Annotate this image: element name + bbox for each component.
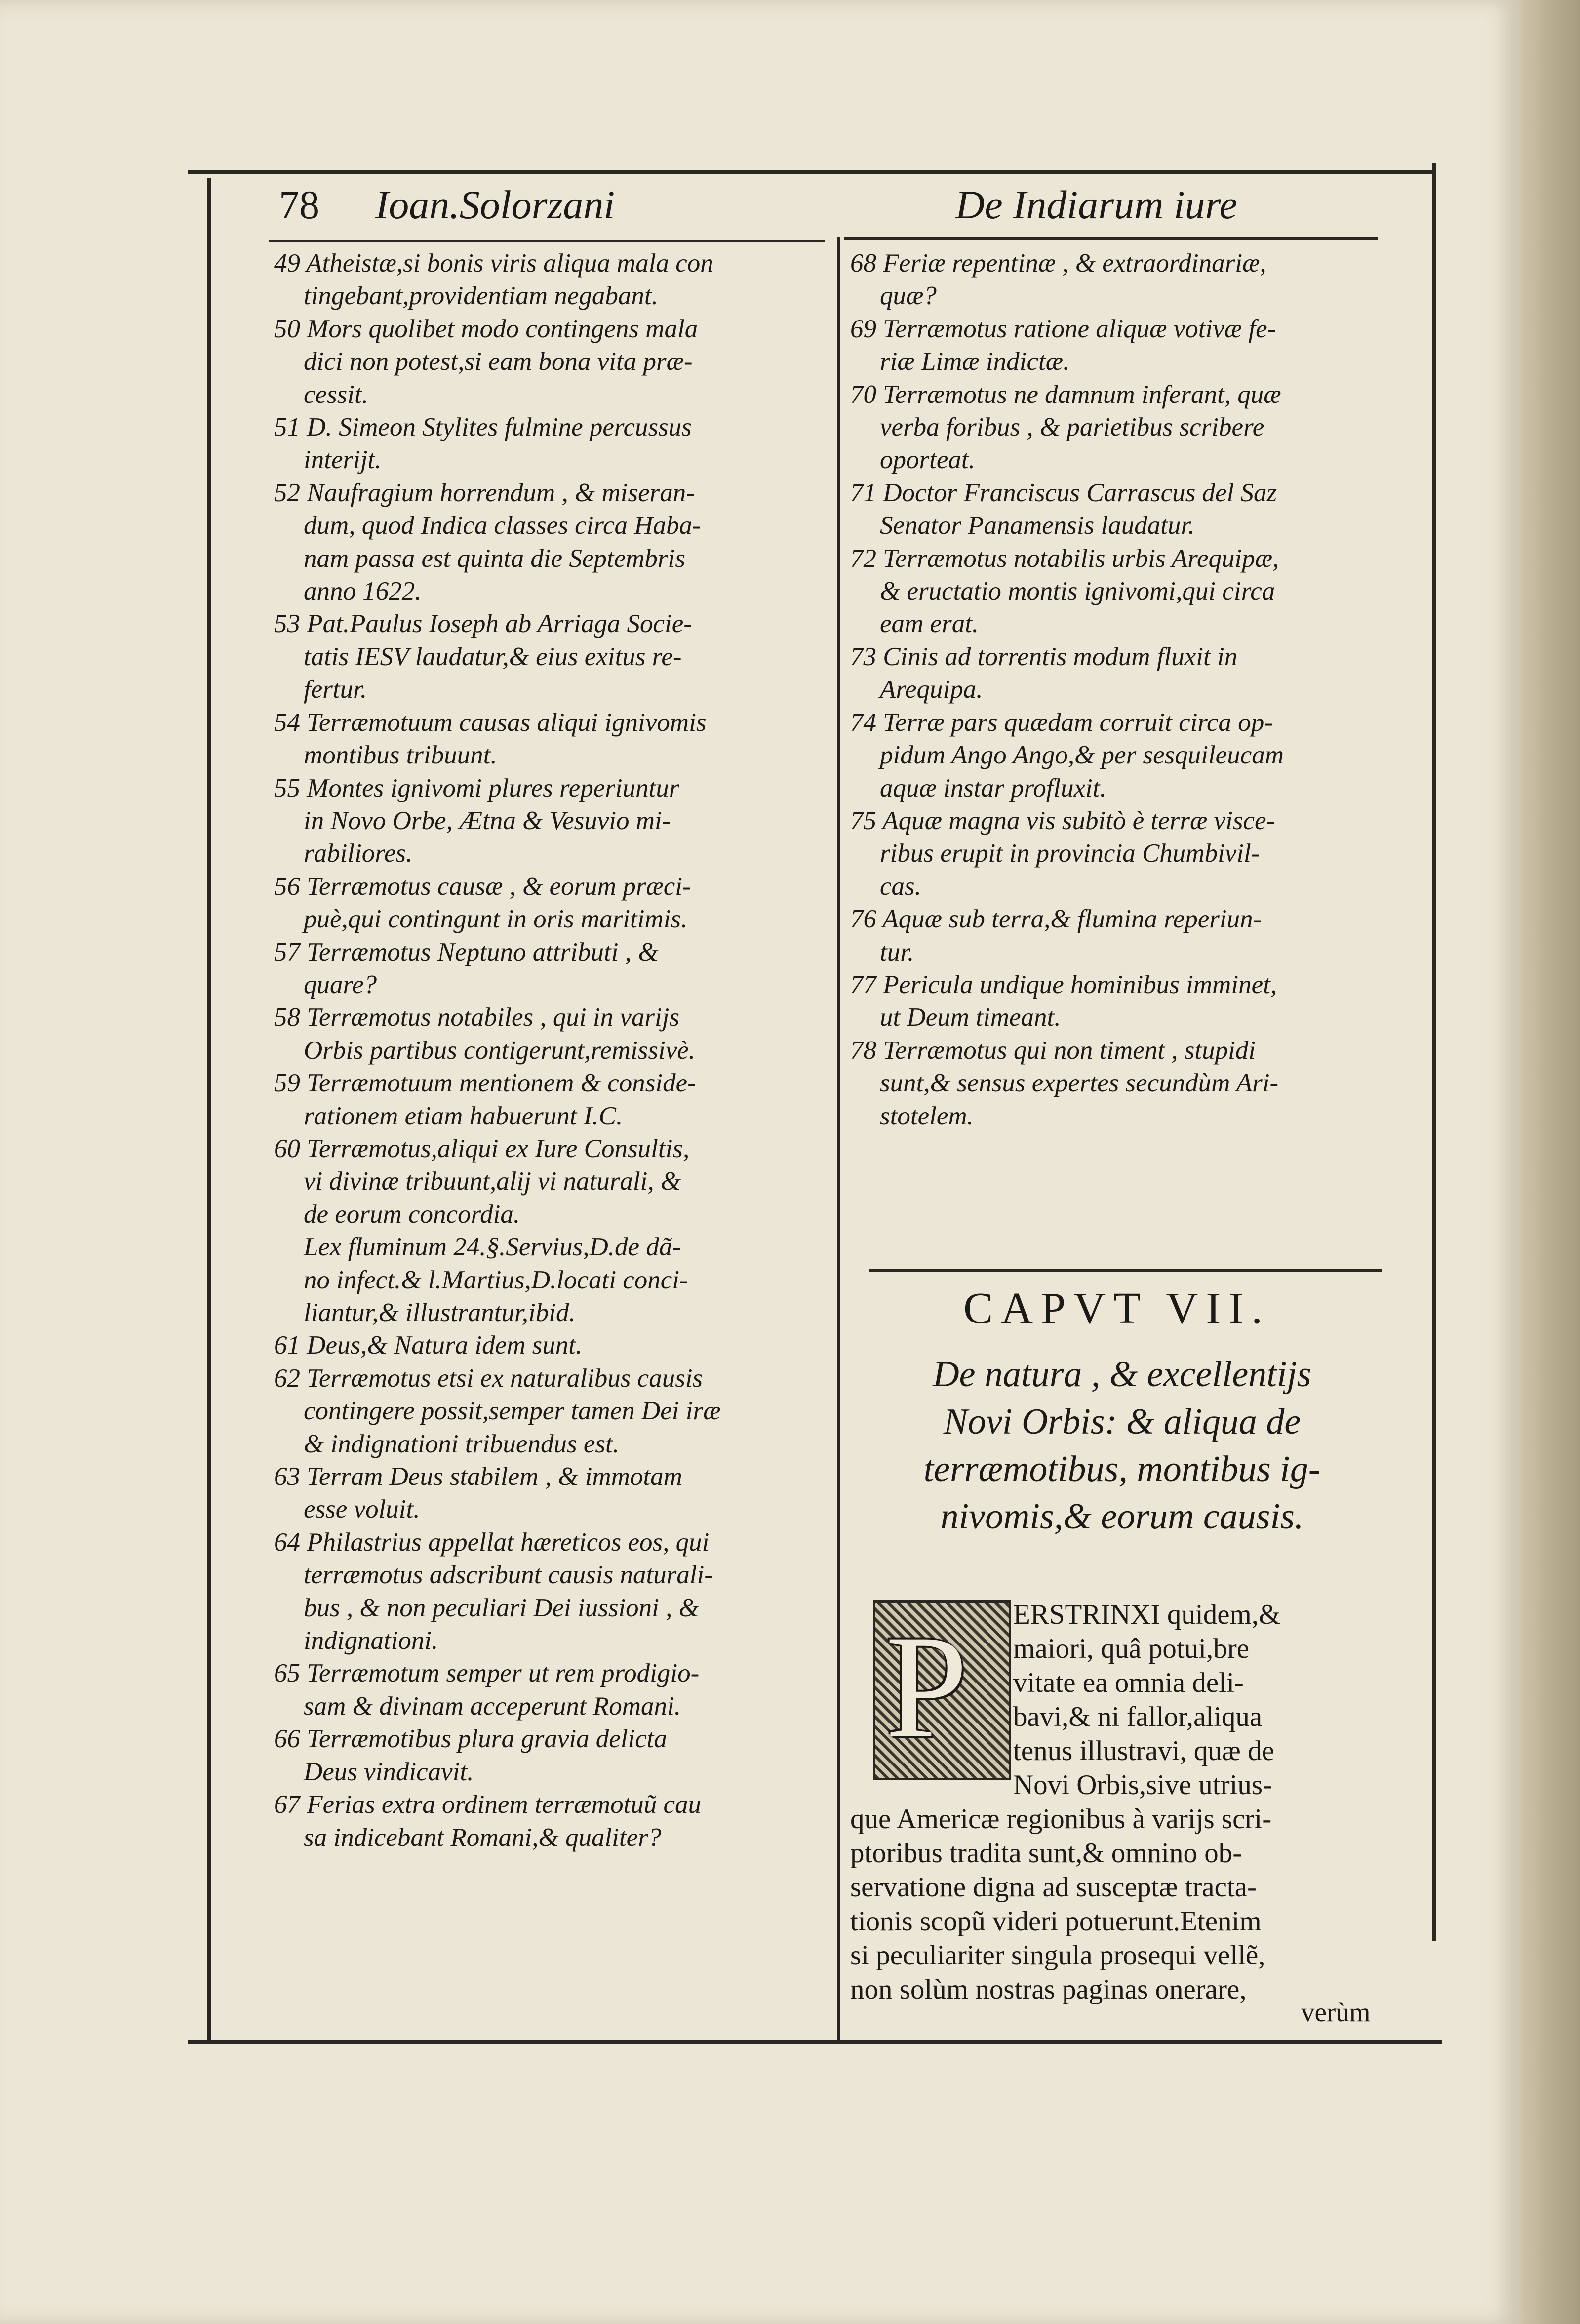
summary-entry xyxy=(274,1460,827,1526)
entry-number: 60 xyxy=(274,1134,300,1163)
summary-entry xyxy=(850,641,1376,706)
entry-line: sa indicebant Romani,& qualiter? xyxy=(304,1823,662,1852)
subtitle-line: De natura , & excellentijs xyxy=(933,1354,1311,1395)
summary-entry xyxy=(850,313,1376,378)
summary-entry xyxy=(274,870,827,936)
entry-line: tingebant,providentiam negabant. xyxy=(304,281,658,311)
right-frame-rule xyxy=(1432,163,1436,1941)
summary-entry xyxy=(274,1362,827,1460)
entry-line: Terræmotus,aliqui ex Iure Consultis, xyxy=(307,1134,690,1163)
entry-number: 64 xyxy=(274,1527,300,1557)
entry-line: pidum Ango Ango,& per sesquileucam xyxy=(880,741,1284,770)
body-line: que Americæ regionibus à varijs scri- xyxy=(850,1803,1272,1835)
entry-line: no infect.& l.Martius,D.locati conci- xyxy=(304,1265,688,1294)
entry-line: Terræmotibus plura gravia delicta xyxy=(307,1724,668,1754)
summary-entry xyxy=(850,903,1376,968)
entry-line: sam & divinam acceperunt Romani. xyxy=(304,1691,681,1721)
entry-line: aquæ instar profluxit. xyxy=(880,773,1106,802)
entry-number: 78 xyxy=(850,1036,876,1065)
entry-line: Montes ignivomi plures reperiuntur xyxy=(307,773,679,802)
entry-line: Terræmotus notabiles , qui in varijs xyxy=(307,1003,680,1032)
entry-line: Arequipa. xyxy=(880,675,983,704)
summary-entry xyxy=(850,247,1376,313)
summary-list-left xyxy=(274,247,827,1854)
summary-entry xyxy=(850,1034,1376,1132)
summary-entry xyxy=(274,411,827,477)
entry-number: 49 xyxy=(274,249,300,278)
entry-line: eam erat. xyxy=(880,609,979,639)
entry-line: dici non potest,si eam bona vita præ- xyxy=(304,347,693,376)
entry-line: Ferias extra ordinem terræmotuũ cau xyxy=(307,1790,702,1819)
summary-entry xyxy=(274,1067,827,1132)
entry-line: Terræmotum semper ut rem prodigio- xyxy=(307,1659,700,1688)
body-line: ptoribus tradita sunt,& omnino ob- xyxy=(850,1838,1242,1869)
summary-entry xyxy=(274,1788,827,1854)
running-head-title: De Indiarum iure xyxy=(955,182,1237,227)
entry-line: oporteat. xyxy=(880,445,975,475)
entry-line: in Novo Orbe, Ætna & Vesuvio mi- xyxy=(304,806,671,835)
chapter-heading: CAPVT VII. xyxy=(963,1284,1270,1333)
entry-line: Lex fluminum 24.§.Servius,D.de dã- xyxy=(304,1233,681,1262)
summary-entry xyxy=(274,1231,827,1329)
summary-list-right xyxy=(850,247,1376,1132)
entry-line: Terræmotus notabilis urbis Arequipæ, xyxy=(883,544,1279,573)
entry-number: 61 xyxy=(274,1331,300,1360)
entry-number: 54 xyxy=(274,708,300,737)
entry-line: Pericula undique hominibus imminet, xyxy=(883,970,1277,999)
entry-line: de eorum concordia. xyxy=(304,1200,520,1229)
entry-line: stotelem. xyxy=(880,1101,974,1130)
entry-line: liantur,& illustrantur,ibid. xyxy=(304,1298,576,1327)
summary-entry xyxy=(850,542,1376,641)
top-rule xyxy=(188,170,1432,174)
entry-line: indignationi. xyxy=(304,1626,438,1655)
body-line: tionis scopũ videri potuerunt.Etenim xyxy=(850,1906,1262,1937)
summary-entry xyxy=(274,1657,827,1723)
entry-line: vi divinæ tribuunt,alij vi naturali, & xyxy=(304,1167,681,1196)
summary-entry xyxy=(274,607,827,706)
body-line: servatione digna ad susceptæ tracta- xyxy=(850,1872,1257,1903)
body-line: tenus illustravi, quæ de xyxy=(1013,1735,1274,1766)
entry-line: Terræmotus ratione aliquæ votivæ fe- xyxy=(883,314,1276,343)
entry-line: quæ? xyxy=(880,281,937,311)
entry-line: Terram Deus stabilem , & immotam xyxy=(307,1462,682,1491)
entry-number: 53 xyxy=(274,609,300,639)
entry-line: Cinis ad torrentis modum fluxit in xyxy=(883,642,1238,671)
summary-entry xyxy=(274,313,827,411)
entry-line: verba foribus , & parietibus scribere xyxy=(880,413,1264,442)
entry-number: 57 xyxy=(274,937,300,966)
entry-number: 50 xyxy=(274,314,300,343)
summary-entry xyxy=(850,477,1376,542)
body-line: bavi,& ni fallor,aliqua xyxy=(1013,1701,1263,1732)
summary-entry xyxy=(274,477,827,608)
entry-number: 76 xyxy=(850,905,876,934)
summary-entry xyxy=(274,772,827,870)
running-head-author: Ioan.Solorzani xyxy=(375,182,615,227)
entry-line: Aquæ magna vis subitò è terræ visce- xyxy=(882,806,1275,835)
entry-line: & indignationi tribuendus est. xyxy=(304,1429,619,1458)
entry-line: D. Simeon Stylites fulmine percussus xyxy=(307,413,692,442)
entry-line: Senator Panamensis laudatur. xyxy=(880,511,1195,540)
summary-entry xyxy=(274,1132,827,1231)
facing-page-edge xyxy=(1521,0,1580,2324)
summary-entry xyxy=(850,378,1376,477)
entry-line: Terræmotus Neptuno attributi , & xyxy=(307,937,659,966)
entry-number: 65 xyxy=(274,1659,300,1688)
entry-number: 58 xyxy=(274,1003,300,1032)
entry-line: Orbis partibus contigerunt,remissivè. xyxy=(304,1036,696,1065)
entry-line: Feriæ repentinæ , & extraordinariæ, xyxy=(883,249,1266,278)
entry-line: Pat.Paulus Ioseph ab Arriaga Socie- xyxy=(307,609,692,639)
entry-number: 62 xyxy=(274,1363,300,1393)
entry-line: Aquæ sub terra,& flumina reperiun- xyxy=(882,905,1262,934)
entry-line: quare? xyxy=(304,970,377,999)
entry-line: rationem etiam habuerunt I.C. xyxy=(304,1101,623,1130)
subtitle-line: Novi Orbis: & aliqua de xyxy=(943,1402,1301,1442)
catchword: verùm xyxy=(1301,1997,1371,2027)
body-line: maiori, quâ potui,bre xyxy=(1013,1633,1250,1664)
entry-number: 66 xyxy=(274,1724,300,1754)
entry-line: ribus erupit in provincia Chumbivil- xyxy=(880,839,1260,868)
entry-line: Terræmotus ne damnum inferant, quæ xyxy=(883,380,1281,409)
entry-line: Terræmotuum causas aliqui ignivomis xyxy=(307,708,707,737)
entry-number: 59 xyxy=(274,1069,300,1098)
entry-line: Terræmotus etsi ex naturalibus causis xyxy=(307,1363,703,1393)
entry-line: Mors quolibet modo contingens mala xyxy=(307,314,698,343)
entry-line: Terræmotuum mentionem & conside- xyxy=(307,1069,696,1098)
entry-number: 70 xyxy=(850,380,876,409)
bottom-rule xyxy=(188,2040,1442,2044)
entry-line: cessit. xyxy=(304,380,368,409)
entry-line: terræmotus adscribunt causis naturali- xyxy=(304,1561,713,1590)
chapter-subtitle xyxy=(859,1351,1385,1540)
entry-line: anno 1622. xyxy=(304,577,422,606)
entry-line: sunt,& sensus expertes secundùm Ari- xyxy=(880,1069,1279,1098)
summary-entry xyxy=(274,1526,827,1657)
summary-entry xyxy=(850,706,1376,804)
entry-line: Terræmotus qui non timent , stupidi xyxy=(883,1036,1256,1065)
summary-entry xyxy=(274,1001,827,1067)
entry-line: fertur. xyxy=(304,675,367,704)
entry-line: rabiliores. xyxy=(304,839,413,868)
entry-line: interijt. xyxy=(304,445,382,475)
entry-number: 51 xyxy=(274,413,300,442)
summary-entry xyxy=(850,968,1376,1034)
entry-line: Terræ pars quædam corruit circa op- xyxy=(883,708,1273,737)
body-line: si peculiariter singula prosequi vellẽ, xyxy=(850,1940,1265,1971)
entry-number: 55 xyxy=(274,773,300,802)
entry-line: cas. xyxy=(880,872,921,901)
entry-line: Doctor Franciscus Carrascus del Saz xyxy=(883,478,1277,507)
left-frame-rule xyxy=(207,178,211,2040)
entry-number: 56 xyxy=(274,872,300,901)
entry-number: 68 xyxy=(850,249,876,278)
body-line: Novi Orbis,sive utrius- xyxy=(1013,1769,1272,1801)
entry-line: Naufragium horrendum , & miseran- xyxy=(307,478,695,507)
entry-number: 74 xyxy=(850,708,876,737)
chapter-body xyxy=(850,1598,1388,2006)
summary-entry xyxy=(850,804,1376,903)
entry-line: Deus,& Natura idem sunt. xyxy=(307,1331,583,1360)
summary-entry xyxy=(274,1723,827,1788)
entry-line: puè,qui contingunt in oris maritimis. xyxy=(304,905,688,934)
entry-number: 75 xyxy=(850,806,876,835)
page-number: 78 xyxy=(279,182,319,227)
entry-line: contingere possit,semper tamen Dei iræ xyxy=(304,1397,721,1426)
entry-line: tur. xyxy=(880,937,914,966)
entry-line: esse voluit. xyxy=(304,1495,420,1524)
summary-entry xyxy=(274,247,827,313)
entry-number: 52 xyxy=(274,478,300,507)
entry-number: 63 xyxy=(274,1462,300,1491)
summary-entry xyxy=(274,1329,827,1362)
entry-line: montibus tribuunt. xyxy=(304,741,497,770)
column-divider xyxy=(837,237,840,2044)
entry-line: & eructatio montis ignivomi,qui circa xyxy=(880,577,1275,606)
entry-line: Terræmotus causæ , & eorum præci- xyxy=(307,872,691,901)
entry-number: 72 xyxy=(850,544,876,573)
entry-number: 71 xyxy=(850,478,876,507)
entry-line: Atheistæ,si bonis viris aliqua mala con xyxy=(306,249,713,278)
entry-number: 69 xyxy=(850,314,876,343)
body-line: non solùm nostras paginas onerare, xyxy=(850,1974,1247,2005)
right-column-top-rule xyxy=(844,237,1378,240)
body-line: vitate ea omnia deli- xyxy=(1013,1667,1244,1698)
entry-line: nam passa est quinta die Septembris xyxy=(304,544,685,573)
summary-entry xyxy=(274,936,827,1002)
entry-number: 73 xyxy=(850,642,876,671)
summary-entry xyxy=(274,706,827,772)
entry-line: ut Deum timeant. xyxy=(880,1003,1061,1032)
entry-line: riæ Limæ indictæ. xyxy=(880,347,1070,376)
entry-line: dum, quod Indica classes circa Haba- xyxy=(304,511,701,540)
entry-line: Deus vindicavit. xyxy=(304,1757,474,1786)
body-line: ERSTRINXI quidem,& xyxy=(1013,1599,1281,1630)
entry-number: 77 xyxy=(850,970,876,999)
entry-number: 67 xyxy=(274,1790,300,1819)
left-column-top-rule xyxy=(269,240,825,242)
entry-line: tatis IESV laudatur,& eius exitus re- xyxy=(304,642,682,671)
entry-line: bus , & non peculiari Dei iussioni , & xyxy=(304,1593,699,1622)
subtitle-line: nivomis,& eorum causis. xyxy=(940,1496,1304,1537)
subtitle-line: terræmotibus, montibus ig- xyxy=(923,1449,1321,1489)
drop-cap-letter: P xyxy=(885,1604,968,1768)
entry-line: Philastrius appellat hæreticos eos, qui xyxy=(307,1527,710,1557)
